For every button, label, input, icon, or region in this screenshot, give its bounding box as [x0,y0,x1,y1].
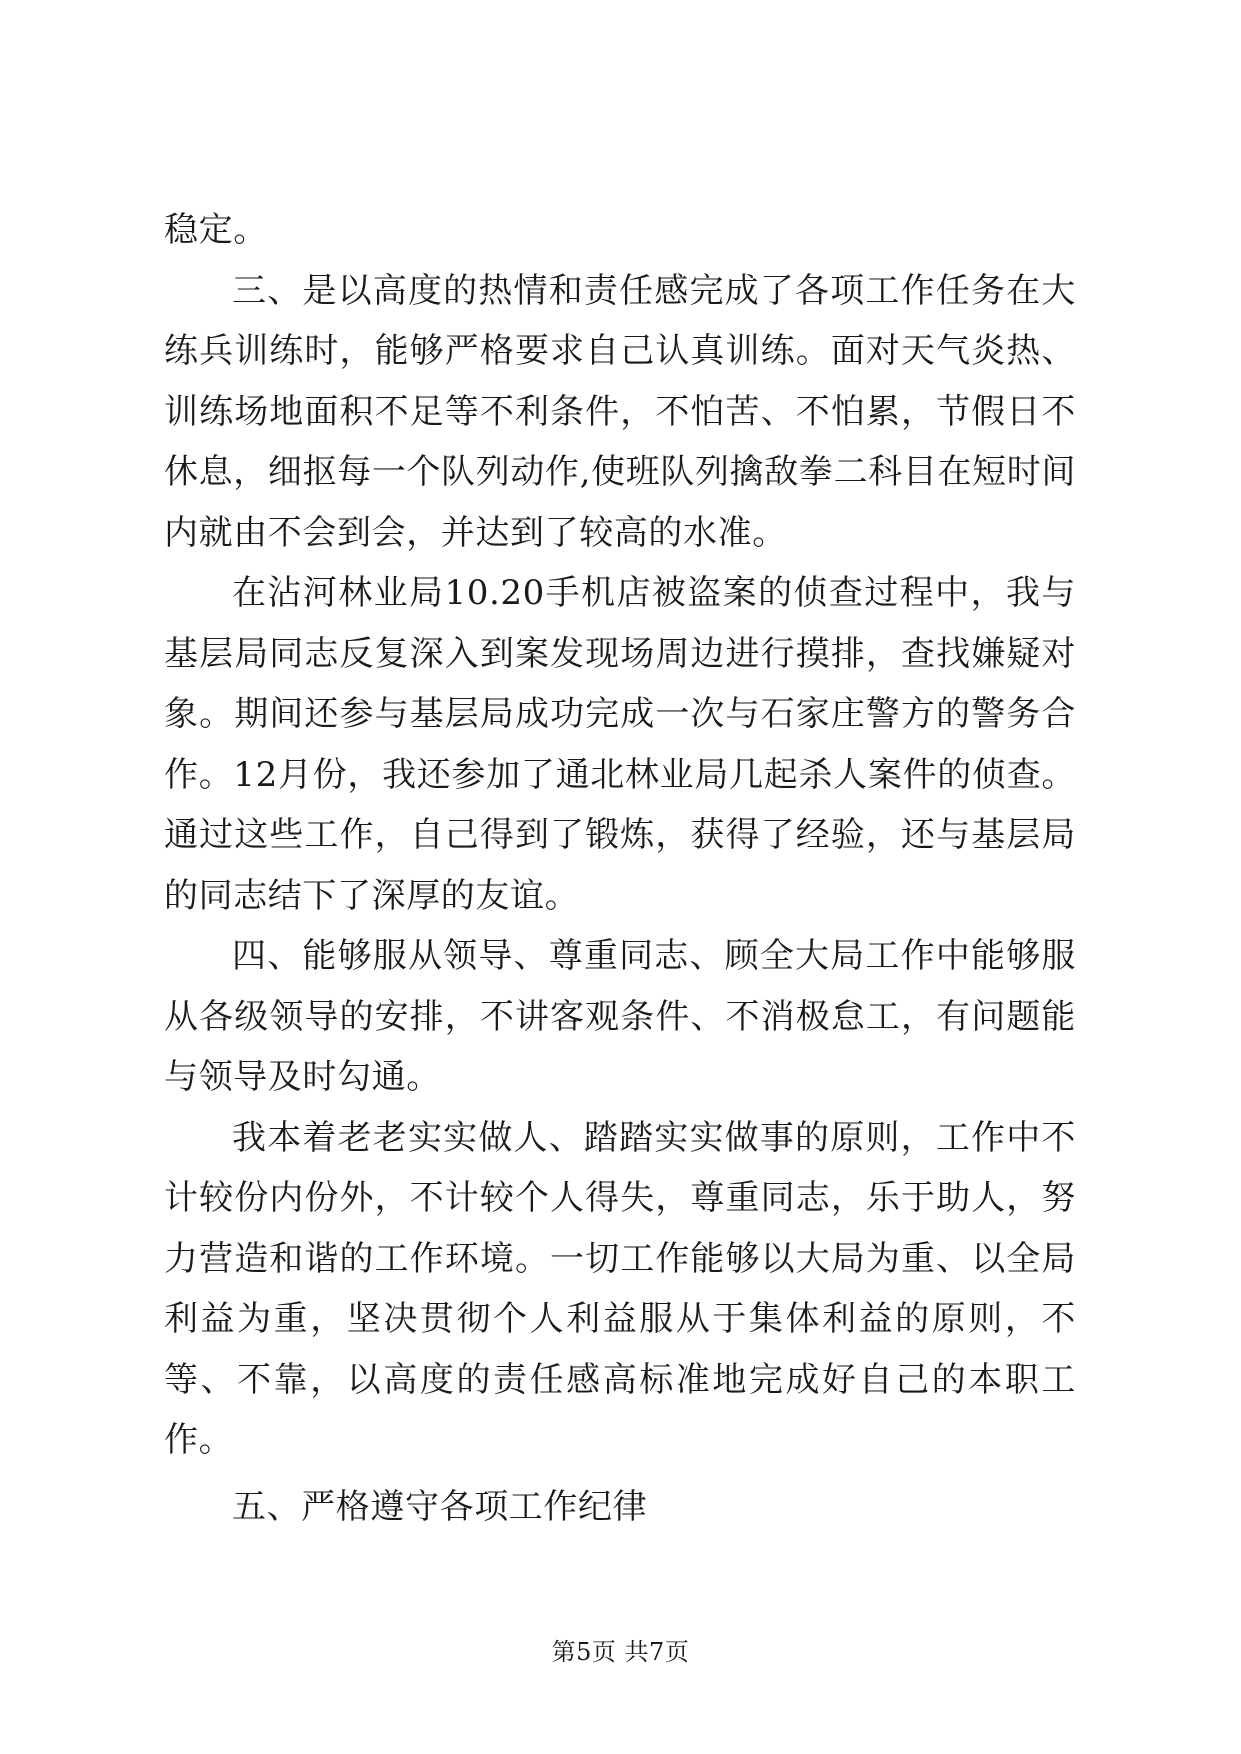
paragraph-section-five: 五、严格遵守各项工作纪律 [232,1486,648,1527]
paragraph-section-three: 三、是以高度的热情和责任感完成了各项工作任务在大练兵训练时，能够严格要求自己认真训练。面对天气炎热、训练场地面积不足等不利条件，不怕苦、不怕累，节假日不休息，细抠每一个队列动作,使班队列擒敌拳二科目在短时间内就由不会到会，并达到了较高的水准。 [164,270,1076,553]
paragraph-section-four: 四、能够服从领导、尊重同志、顾全大局工作中能够服从各级领导的安排，不讲客观条件、不消极怠工，有问题能与领导及时勾通。 [164,936,1076,1097]
page-number: 第5页 共7页 [551,1638,690,1666]
paragraph-continuation: 稳定。 [164,210,268,250]
document-body [164,200,1076,1537]
page-footer [0,1632,1241,1667]
paragraph-case-investigation: 在沾河林业局10.20手机店被盗案的侦查过程中，我与基层局同志反复深入到案发现场周边进行摸排，查找嫌疑对象。期间还参与基层局成功完成一次与石家庄警方的警务合作。12月份，我还参加了通北林业局几起杀人案件的侦查。通过这些工作，自己得到了锻炼，获得了经验，还与基层局的同志结下了深厚的友谊。 [164,573,1076,916]
paragraph-work-principles: 我本着老老实实做人、踏踏实实做事的原则，工作中不计较份内份外，不计较个人得失，尊重同志，乐于助人，努力营造和谐的工作环境。一切工作能够以大局为重、以全局利益为重，坚决贯彻个人利益服从于集体利益的原则，不等、不靠，以高度的责任感高标准地完成好自己的本职工作。 [164,1117,1076,1460]
